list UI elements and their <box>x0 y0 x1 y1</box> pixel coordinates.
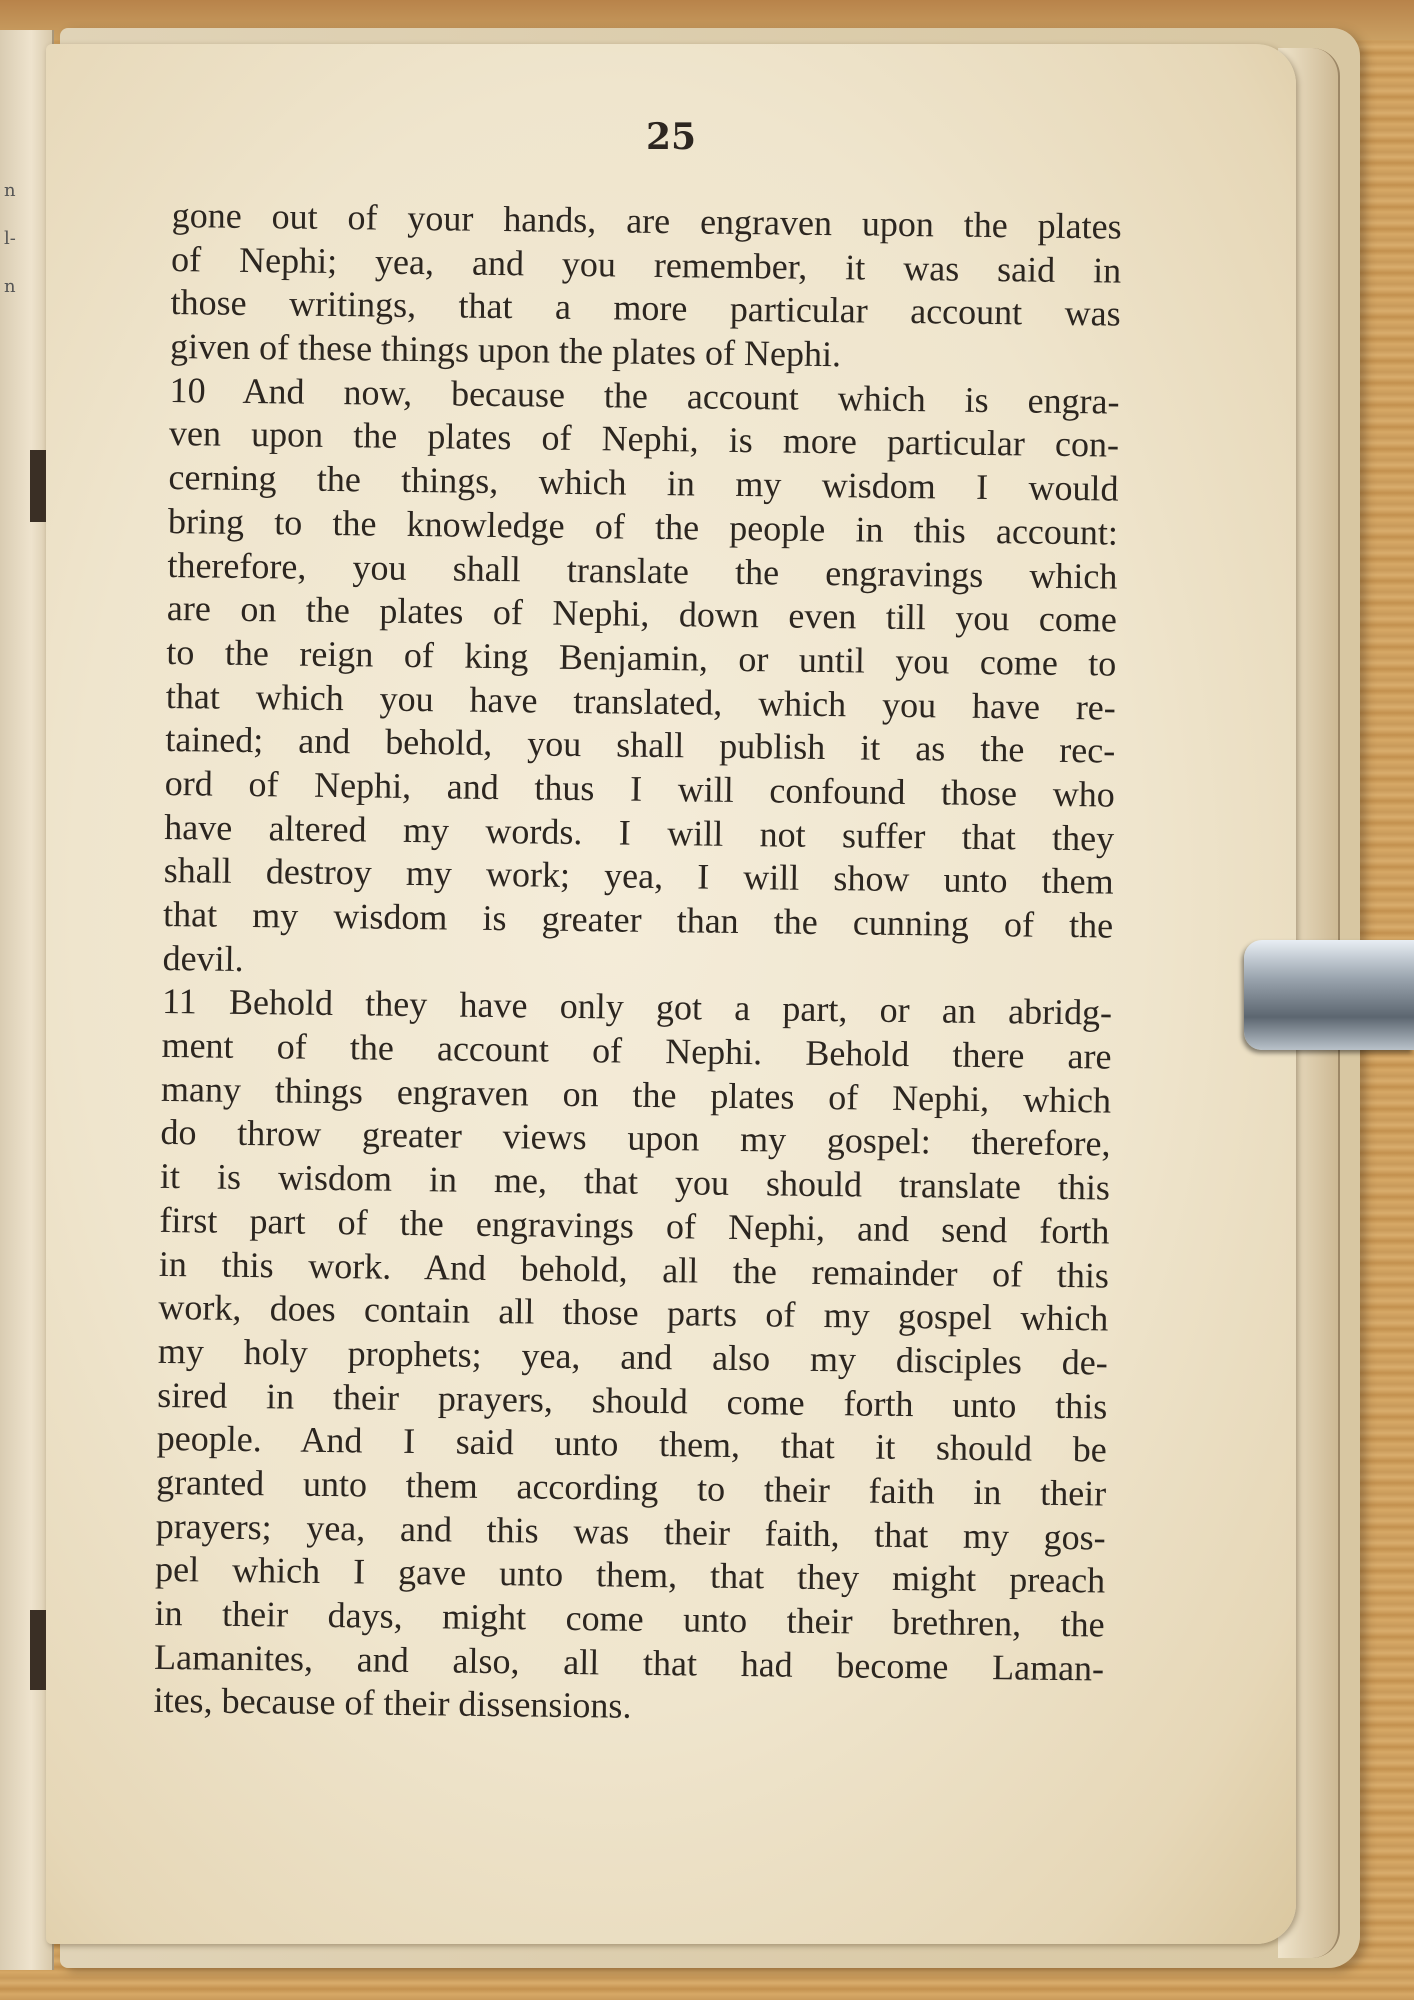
left-page-fragment: n <box>4 180 16 201</box>
text-line: it is wisdom in me, that you should translate this <box>159 1156 1111 1208</box>
text-line: in their days, might come unto their brethren, the <box>154 1592 1105 1645</box>
text-line: to the reign of king Benjamin, or until you come to <box>166 631 1117 684</box>
page-number: 25 <box>645 116 697 158</box>
text-line: sired in their prayers, should come forth unto this <box>157 1374 1108 1427</box>
text-line: tained; and behold, you shall publish it as the rec- <box>165 719 1116 771</box>
text-line: therefore, you shall translate the engravings which <box>167 544 1118 597</box>
text-line: prayers; yea, and this was their faith, that my gos- <box>155 1505 1106 1558</box>
text-line: bring to the knowledge of the people in this account: <box>167 500 1119 553</box>
text-line: people. And I said unto them, that it should be <box>156 1418 1107 1470</box>
text-line: gone out of your hands, are engraven upon the plates <box>171 194 1122 247</box>
left-page-fragment: n <box>4 276 16 297</box>
text-line: have altered my words. I will not suffer that they <box>164 806 1115 859</box>
text-line: first part of the engravings of Nephi, and send forth <box>159 1199 1110 1252</box>
text-line: ment of the account of Nephi. Behold there are <box>161 1025 1112 1077</box>
text-line: in this work. And behold, all the remainder of this <box>158 1243 1110 1296</box>
text-line: that which you have translated, which you have re- <box>165 675 1117 728</box>
text-line: ord of Nephi, and thus I will confound those who <box>164 762 1115 815</box>
text-line: cerning the things, which in my wisdom I would <box>168 457 1119 509</box>
text-line: many things engraven on the plates of Nephi, which <box>160 1068 1112 1121</box>
book-page <box>46 44 1296 1944</box>
text-line: given of these things upon the plates of Nephi. <box>169 326 842 375</box>
text-line: do throw greater views upon my gospel: therefore, <box>160 1112 1111 1164</box>
text-line: Lamanites, and also, all that had become Laman- <box>153 1636 1105 1689</box>
text-line: of Nephi; yea, and you remember, it was said in <box>170 238 1122 291</box>
text-line: ven upon the plates of Nephi, is more particular con- <box>168 413 1120 466</box>
left-page-fragment: l- <box>4 228 16 249</box>
text-line: devil. <box>162 937 244 979</box>
text-line: granted unto them according to their faith in their <box>156 1461 1107 1514</box>
text-line: pel which I gave unto them, that they might preach <box>154 1549 1106 1601</box>
text-line: my holy prophets; yea, and also my disciples de- <box>157 1330 1109 1383</box>
page-text <box>153 194 1122 1735</box>
metal-clip <box>1244 940 1414 1050</box>
text-line: those writings, that a more particular account was <box>170 282 1121 334</box>
text-line: that my wisdom is greater than the cunning of the <box>162 893 1114 946</box>
text-line: are on the plates of Nephi, down even till you come <box>166 588 1118 640</box>
text-line: work, does contain all those parts of my gospel which <box>158 1287 1109 1339</box>
text-line: 11 Behold they have only got a part, or an abridg- <box>161 981 1113 1033</box>
text-line: shall destroy my work; yea, I will show unto them <box>163 850 1114 902</box>
text-line: 10 And now, because the account which is engra- <box>169 369 1120 422</box>
text-line: ites, because of their dissensions. <box>153 1680 632 1727</box>
